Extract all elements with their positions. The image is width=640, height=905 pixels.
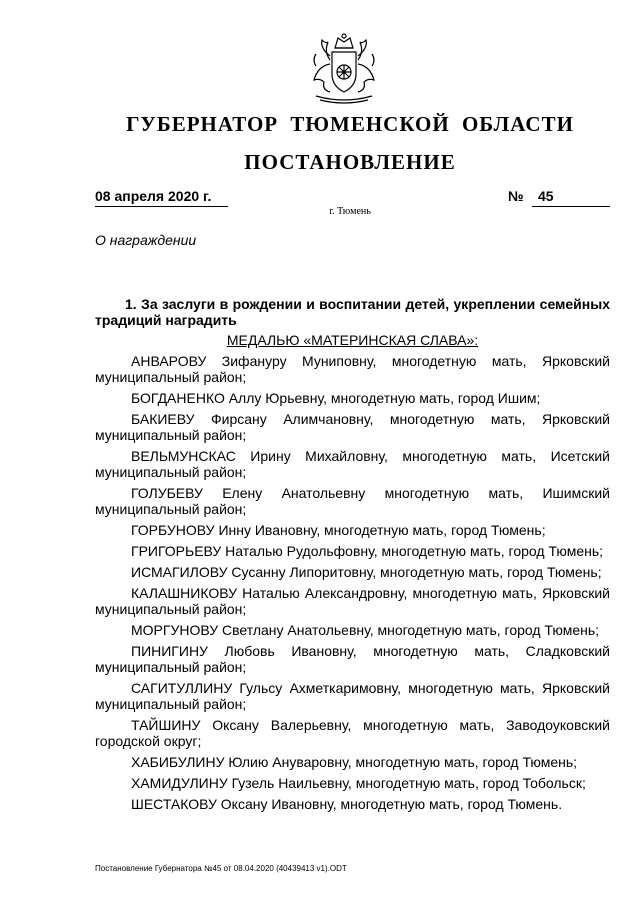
document-type: ПОСТАНОВЛЕНИЕ <box>244 150 456 174</box>
coat-of-arms-emblem <box>302 30 386 106</box>
recipient-item: ГОЛУБЕВУ Елену Анатольевну многодетную мать, Ишимский муниципальный район; <box>95 485 610 517</box>
number-sign: № <box>508 188 524 204</box>
recipient-item: ТАЙШИНУ Оксану Валерьевну, многодетную мать, Заводоуковский городской округ; <box>95 717 610 749</box>
document-number <box>508 188 610 207</box>
document-body <box>95 296 610 812</box>
medal-heading: МЕДАЛЬЮ «МАТЕРИНСКАЯ СЛАВА»: <box>226 332 479 348</box>
recipient-item: ШЕСТАКОВУ Оксану Ивановну, многодетную мать, город Тюмень. <box>131 796 563 812</box>
number-value: 45 <box>532 188 610 207</box>
recipient-item: КАЛАШНИКОВУ Наталью Александровну, многодетную мать, Ярковский муниципальный район; <box>95 585 610 617</box>
recipient-item: ГРИГОРЬЕВУ Наталью Рудольфовну, многодетную мать, город Тюмень; <box>131 543 604 559</box>
recipient-item: ХАБИБУЛИНУ Юлию Ануваровну, многодетную мать, город Тюмень; <box>131 754 578 770</box>
recipient-item: БОГДАНЕНКО Аллу Юрьевну, многодетную мать, город Ишим; <box>131 390 541 406</box>
recipient-item: ХАМИДУЛИНУ Гузель Наильевну, многодетную мать, город Тобольск; <box>131 775 586 791</box>
document-date: 08 апреля 2020 г. <box>95 188 228 207</box>
city-label: г. Тюмень <box>329 206 371 217</box>
document-footer: Постановление Губернатора №45 от 08.04.2020 (40439413 v1).ODT <box>95 864 347 873</box>
recipient-item: ГОРБУНОВУ Инну Ивановну, многодетную мать, город Тюмень; <box>131 522 546 538</box>
recipient-item: МОРГУНОВУ Светлану Анатольевну, многодетную мать, город Тюмень; <box>131 622 600 638</box>
document-subject: О награждении <box>95 232 197 248</box>
recipient-item: БАКИЕВУ Фирсану Алимчановну, многодетную мать, Ярковский муниципальный район; <box>95 411 610 443</box>
recipient-item: ПИНИГИНУ Любовь Ивановну, многодетную мать, Сладковский муниципальный район; <box>95 643 610 675</box>
governor-title: ГУБЕРНАТОР ТЮМЕНСКОЙ ОБЛАСТИ <box>126 112 574 136</box>
recipient-item: АНВАРОВУ Зифануру Муниповну, многодетную мать, Ярковский муниципальный район; <box>95 353 610 385</box>
recipient-item: ВЕЛЬМУНСКАС Ирину Михайловну, многодетную мать, Исетский муниципальный район; <box>95 448 610 480</box>
recipient-item: ИСМАГИЛОВУ Сусанну Липоритовну, многодетную мать, город Тюмень; <box>131 564 602 580</box>
recipient-item: САГИТУЛЛИНУ Гульсу Ахметкаримовну, многодетную мать, Ярковский муниципальный район; <box>95 680 610 712</box>
award-clause: 1. За заслуги в рождении и воспитании детей, укреплении семейных традиций наградить <box>95 296 610 328</box>
